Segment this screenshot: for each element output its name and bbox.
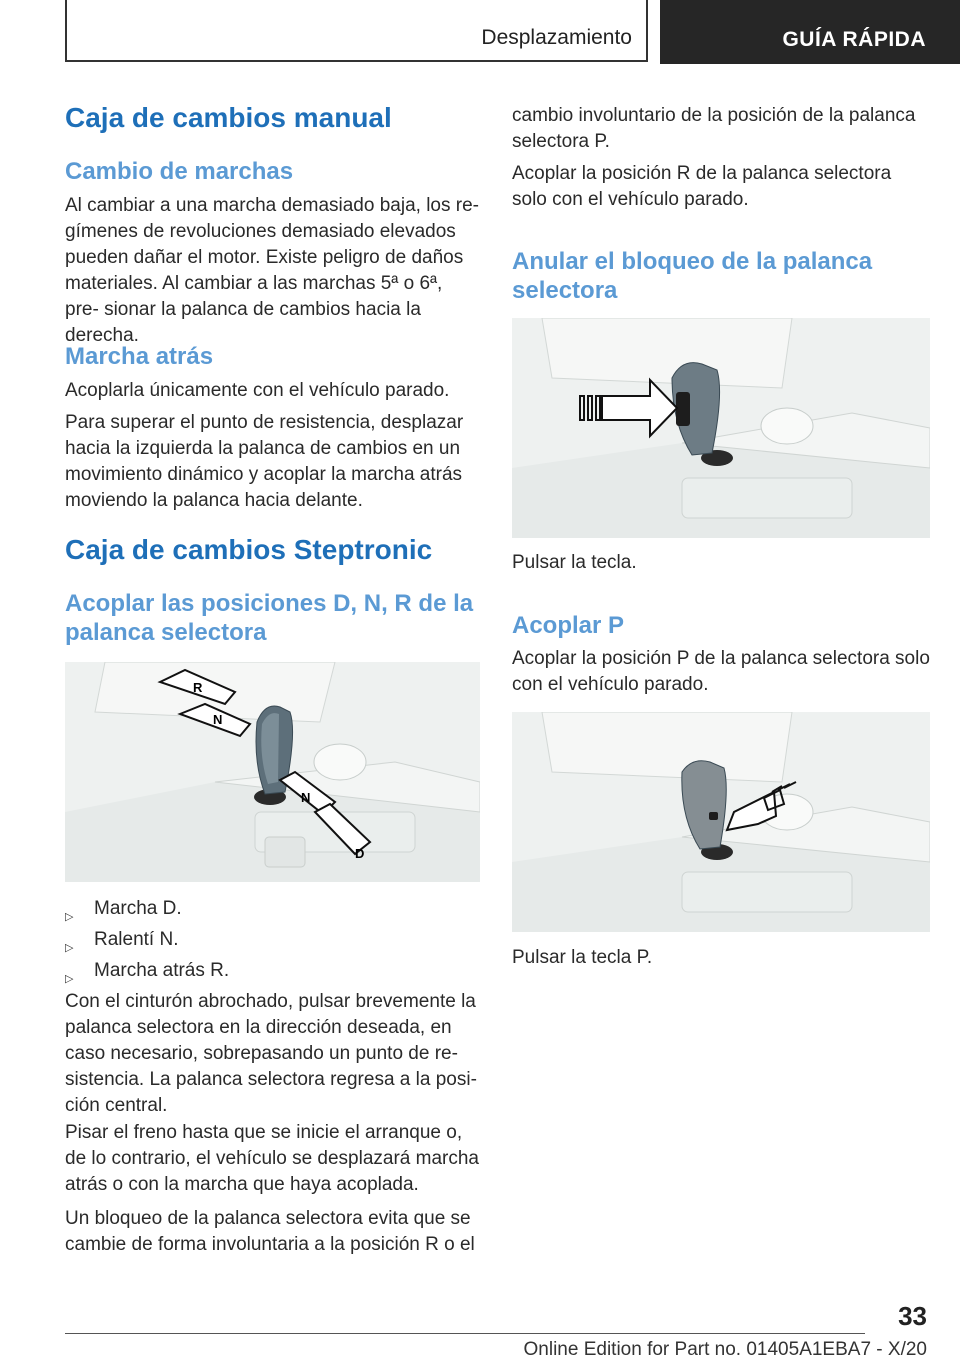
figure-p-key: [512, 712, 930, 932]
paragraph-r-stationary: Acoplar la posición R de la palanca selectora solo con el vehículo parado.: [512, 163, 892, 210]
paragraph-engage-p: Acoplar la posición P de la palanca selectora solo con el vehículo parado.: [512, 648, 930, 695]
gear-selector-dnr-illustration: [65, 662, 480, 882]
bullet-triangle-icon: ▷: [65, 942, 74, 954]
heading-override-lock: Anular el bloqueo de la palanca selectora: [512, 248, 873, 304]
paragraph-belt: Con el cinturón abrochado, pulsar brevemente la palanca selectora en la dirección deseada, en caso necesario, sobrepasando un punto de re- sistencia. La palanca selectora regresa a la posi- ción central.: [65, 991, 477, 1116]
heading-engage-positions: Acoplar las posiciones D, N, R de la palanca selectora: [65, 590, 474, 646]
figure-gear-selector-dnr: [65, 662, 480, 882]
heading-manual-gearbox: Caja de cambios manual: [65, 102, 392, 133]
paragraph-brake: Pisar el freno hasta que se inicie el arranque o, de lo contrario, el vehículo se desplazará marcha atrás o con la marcha que haya acoplada.: [65, 1122, 480, 1195]
paragraph-reverse-1: Acoplarla únicamente con el vehículo parado.: [65, 380, 450, 401]
p-key-illustration: [512, 712, 930, 932]
header-section-title: Desplazamiento: [481, 26, 632, 49]
bullet-text: Marcha atrás R.: [94, 960, 230, 981]
list-item: [65, 958, 480, 984]
header-guide-box: [660, 0, 960, 64]
heading-gear-change: Cambio de marchas: [65, 158, 294, 185]
heading-reverse-gear: Marcha atrás: [65, 343, 214, 370]
bullet-list-positions: [65, 896, 480, 984]
figure-unlock-key: [512, 318, 930, 538]
bullet-triangle-icon: ▷: [65, 911, 74, 923]
heading-engage-p: Acoplar P: [512, 612, 625, 639]
paragraph-press-key: Pulsar la tecla.: [512, 552, 637, 573]
label-d: D: [355, 846, 365, 861]
page-number: 33: [898, 1301, 927, 1331]
paragraph-reverse-2: Para superar el punto de resistencia, desplazar hacia la izquierda la palanca de cambios en un movimiento dinámico y acoplar la marcha atrás moviendo la palanca hacia delante.: [65, 412, 464, 511]
heading-steptronic: Caja de cambios Steptronic: [65, 534, 433, 565]
paragraph-lock: Un bloqueo de la palanca selectora evita que se cambie de forma involuntaria a la posición R o el: [65, 1208, 475, 1255]
footer-edition-text: Online Edition for Part no. 01405A1EBA7 - X/20: [523, 1339, 927, 1360]
paragraph-press-p: Pulsar la tecla P.: [512, 947, 653, 968]
header-guide-title: GUÍA RÁPIDA: [782, 28, 926, 51]
bullet-triangle-icon: ▷: [65, 973, 74, 985]
bullet-text: Marcha D.: [94, 898, 182, 919]
label-r: R: [193, 680, 203, 695]
list-item: [65, 927, 480, 953]
bullet-text: Ralentí N.: [94, 929, 179, 950]
unlock-key-illustration: [512, 318, 930, 538]
label-n-top: N: [213, 712, 223, 727]
paragraph-gear-change: Al cambiar a una marcha demasiado baja, los re- gímenes de revoluciones demasiado elevados pueden dañar el motor. Existe peligro de daños materiales. Al cambiar a las marchas 5ª o 6ª, pre- sionar la palanca de cambios hacia la derecha.: [65, 195, 479, 346]
label-n-bottom: N: [301, 790, 311, 805]
footer-divider: [65, 1333, 865, 1334]
list-item: [65, 896, 480, 922]
paragraph-lock-continued: cambio involuntario de la posición de la palanca selectora P.: [512, 105, 916, 152]
header-section-box: [65, 0, 648, 62]
